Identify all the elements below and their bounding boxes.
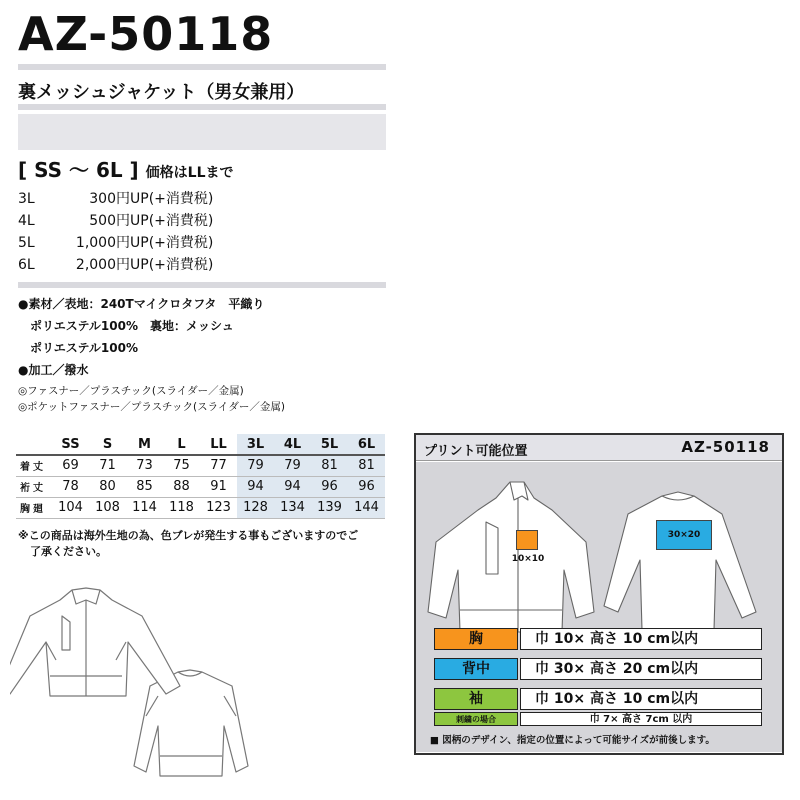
size-range-label: [ SS ～ 6L ] — [18, 158, 139, 182]
print-panel-title: プリント可能位置 — [424, 444, 528, 459]
table-row — [16, 455, 385, 476]
finish-line: ●加工／撥水 — [18, 363, 89, 377]
divider — [18, 104, 386, 110]
print-position-panel — [414, 433, 784, 755]
surcharge-amount: 500 — [89, 213, 116, 229]
surcharge-row — [18, 190, 213, 209]
table-row — [16, 476, 385, 497]
surcharge-size: 6L — [18, 257, 35, 273]
embroidery-label: 刺繍の場合 — [434, 712, 518, 726]
embroidery-value: 巾 7× 高さ 7cm 以内 — [520, 712, 762, 726]
size-table-note-line: ※この商品は海外生地の為、色ブレが発生する事もございますのでご — [18, 529, 359, 542]
print-jacket-illustration — [416, 462, 782, 642]
zone-label-back: 背中 — [434, 658, 518, 680]
size-col: SS — [52, 434, 89, 455]
surcharge-row — [18, 256, 213, 275]
surcharge-size: 5L — [18, 235, 35, 251]
print-panel-header — [416, 435, 782, 461]
size-col: L — [163, 434, 200, 455]
table-cell: 79 — [274, 455, 311, 476]
print-panel-model-code: AZ-50118 — [681, 438, 770, 456]
table-cell: 85 — [126, 476, 163, 497]
divider — [18, 282, 386, 288]
size-table-note — [18, 528, 388, 560]
zone-value-chest: 巾 10× 高さ 10 cm以内 — [520, 628, 762, 650]
table-cell: 73 — [126, 455, 163, 476]
row-label: 着丈 — [16, 455, 52, 476]
table-cell: 88 — [163, 476, 200, 497]
surcharge-size: 3L — [18, 191, 35, 207]
table-cell: 144 — [348, 497, 385, 518]
size-col: 5L — [311, 434, 348, 455]
table-cell: 81 — [311, 455, 348, 476]
table-cell: 134 — [274, 497, 311, 518]
zone-label-chest: 胸 — [434, 628, 518, 650]
size-col: S — [89, 434, 126, 455]
row-label: 裄丈 — [16, 476, 52, 497]
table-cell: 108 — [89, 497, 126, 518]
divider — [18, 64, 386, 70]
size-range-note: 価格はLLまで — [145, 165, 234, 181]
jacket-illustration — [10, 576, 260, 791]
table-cell: 123 — [200, 497, 237, 518]
size-col: 3L — [237, 434, 274, 455]
table-row — [16, 497, 385, 518]
table-cell: 80 — [89, 476, 126, 497]
size-table — [16, 434, 385, 519]
table-cell: 96 — [311, 476, 348, 497]
row-label: 胸廻 — [16, 497, 52, 518]
material-line: ポリエステル100% — [30, 341, 138, 355]
material-line: ポリエステル100% 裏地：メッシュ — [30, 319, 234, 333]
size-col: 4L — [274, 434, 311, 455]
zone-value-sleeve: 巾 10× 高さ 10 cm以内 — [520, 688, 762, 710]
fastener-line: ◎ファスナー／プラスチック(スライダー／金属) — [18, 385, 244, 397]
surcharge-amount: 2,000 — [75, 257, 116, 273]
table-cell: 78 — [52, 476, 89, 497]
surcharge-size: 4L — [18, 213, 35, 229]
table-cell: 104 — [52, 497, 89, 518]
size-table-header — [16, 434, 385, 455]
size-col: M — [126, 434, 163, 455]
pocket-fastener-line: ◎ポケットファスナー／プラスチック(スライダー／金属) — [18, 401, 285, 413]
table-cell: 118 — [163, 497, 200, 518]
back-print-area: 30×20 — [656, 520, 712, 550]
material-line: ●素材／表地：240Tマイクロタフタ 平織り — [18, 297, 265, 311]
surcharge-amount: 1,000 — [75, 235, 116, 251]
table-cell: 69 — [52, 455, 89, 476]
surcharge-row — [18, 234, 213, 253]
surcharge-suffix: 円UP(+消費税) — [116, 257, 214, 273]
table-cell: 77 — [200, 455, 237, 476]
table-cell: 81 — [348, 455, 385, 476]
grey-band — [18, 114, 386, 150]
size-col: 6L — [348, 434, 385, 455]
surcharge-suffix: 円UP(+消費税) — [116, 213, 214, 229]
chest-print-label: 10×10 — [511, 554, 545, 564]
table-cell: 139 — [311, 497, 348, 518]
table-cell: 94 — [274, 476, 311, 497]
product-name: 裏メッシュジャケット（男女兼用） — [18, 82, 305, 103]
size-col: LL — [200, 434, 237, 455]
surcharge-amount: 300 — [89, 191, 116, 207]
table-cell: 128 — [237, 497, 274, 518]
size-range — [18, 154, 234, 183]
zone-label-sleeve: 袖 — [434, 688, 518, 710]
surcharge-row — [18, 212, 213, 231]
table-cell: 79 — [237, 455, 274, 476]
table-corner — [16, 434, 52, 455]
model-code: AZ-50118 — [18, 7, 274, 61]
zone-value-back: 巾 30× 高さ 20 cm以内 — [520, 658, 762, 680]
surcharge-suffix: 円UP(+消費税) — [116, 191, 214, 207]
table-cell: 96 — [348, 476, 385, 497]
table-cell: 71 — [89, 455, 126, 476]
print-note: ■ 図柄のデザイン、指定の位置によって可能サイズが前後します。 — [430, 735, 715, 746]
table-cell: 91 — [200, 476, 237, 497]
size-table-note-line: 了承ください。 — [30, 545, 107, 558]
table-cell: 114 — [126, 497, 163, 518]
table-cell: 94 — [237, 476, 274, 497]
surcharge-suffix: 円UP(+消費税) — [116, 235, 214, 251]
chest-print-area — [516, 530, 538, 550]
print-area — [416, 462, 782, 752]
table-cell: 75 — [163, 455, 200, 476]
